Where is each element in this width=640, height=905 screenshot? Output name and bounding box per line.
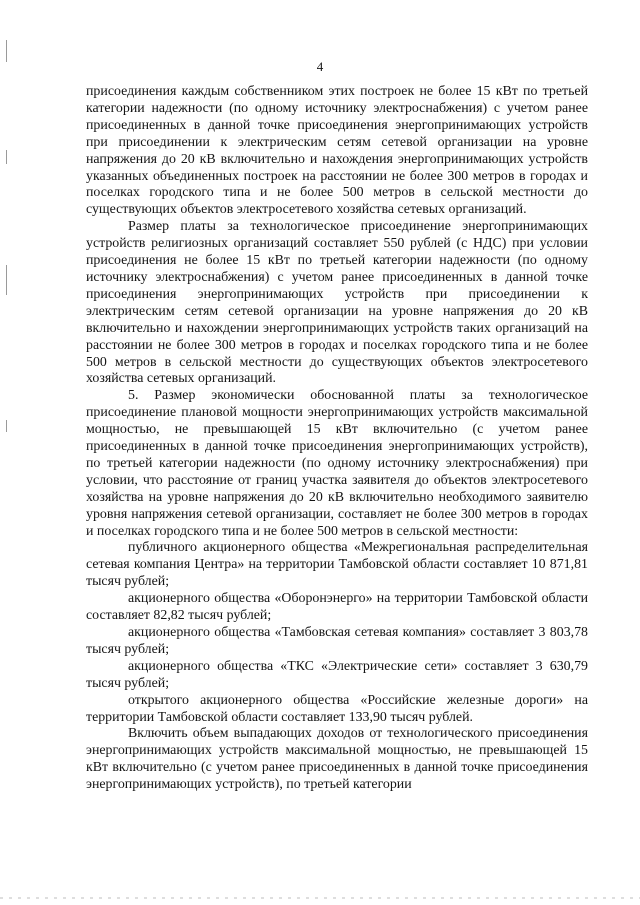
paragraph: открытого акционерного общества «Российские железные дороги» на территории Тамбовской области составляет 133,90 тысяч рублей.	[86, 692, 588, 725]
paragraph: акционерного общества «ТКС «Электрические сети» составляет 3 630,79 тысяч рублей;	[86, 658, 588, 691]
paragraph: публичного акционерного общества «Межрегиональная распределительная сетевая компания Центра» на территории Тамбовской области составляет 10 871,81 тысяч рублей;	[86, 540, 588, 590]
scan-edge-dots	[0, 897, 640, 899]
page-number: 4	[316, 59, 324, 74]
scan-mark	[6, 420, 7, 432]
paragraph: Размер платы за технологическое присоединение энергопринимающих устройств религиозных организаций составляет 550 рублей (с НДС) при условии присоединения не более 15 кВт по третьей категории надежности (по одному источнику электроснабжения) с учетом ранее присоединенных в данной точке присоединения энергопринимающих устройств при присоединении к электрическим сетям сетевой организации на уровне напряжения до 20 кВ включительно и нахождении энергопринимающих устройств таких организаций на расстоянии не более 300 метров в городах и поселках городского типа и не более 500 метров в сельской местности до существующих объектов электросетевого хозяйства сетевых организаций.	[86, 219, 588, 387]
scan-mark	[6, 265, 7, 295]
document-body	[86, 84, 588, 794]
paragraph: Включить объем выпадающих доходов от технологического присоединения энергопринимающих устройств максимальной мощностью, не превышающей 15 кВт включительно (с учетом ранее присоединенных в данной точке присоединения энергопринимающих устройств), по третьей категории	[86, 726, 588, 793]
paragraph: 5. Размер экономически обоснованной платы за технологическое присоединение плановой мощности энергопринимающих устройств максимальной мощностью, не превышающей 15 кВт включительно (с учетом ранее присоединенных в данной точке присоединения энергопринимающих устройств), по третьей категории надежности (по одному источнику электроснабжения) при условии, что расстояние от границ участка заявителя до объектов электросетевого хозяйства на уровне напряжения до 20 кВ включительно необходимого заявителю уровня напряжения сетевой организации, составляет не более 300 метров в городах и поселках городского типа и не более 500 метров в сельской местности:	[86, 388, 588, 539]
paragraph: акционерного общества «Тамбовская сетевая компания» составляет 3 803,78 тысяч рублей;	[86, 625, 588, 657]
scan-mark	[6, 150, 7, 164]
paragraph: акционерного общества «Оборонэнерго» на территории Тамбовской области составляет 82,82 тысяч рублей;	[86, 591, 588, 624]
paragraph: присоединения каждым собственником этих построек не более 15 кВт по третьей категории надежности (по одному источнику электроснабжения) с учетом ранее присоединенных в данной точке присоединения энергопринимающих устройств при присоединении к электрическим сетям сетевой организации на уровне напряжения до 20 кВ включительно и нахождения энергопринимающих устройств указанных объединенных построек на расстоянии не более 300 метров в городах и поселках городского типа и не более 500 метров в сельской местности до существующих объектов электросетевого хозяйства сетевых организаций.	[86, 84, 588, 218]
